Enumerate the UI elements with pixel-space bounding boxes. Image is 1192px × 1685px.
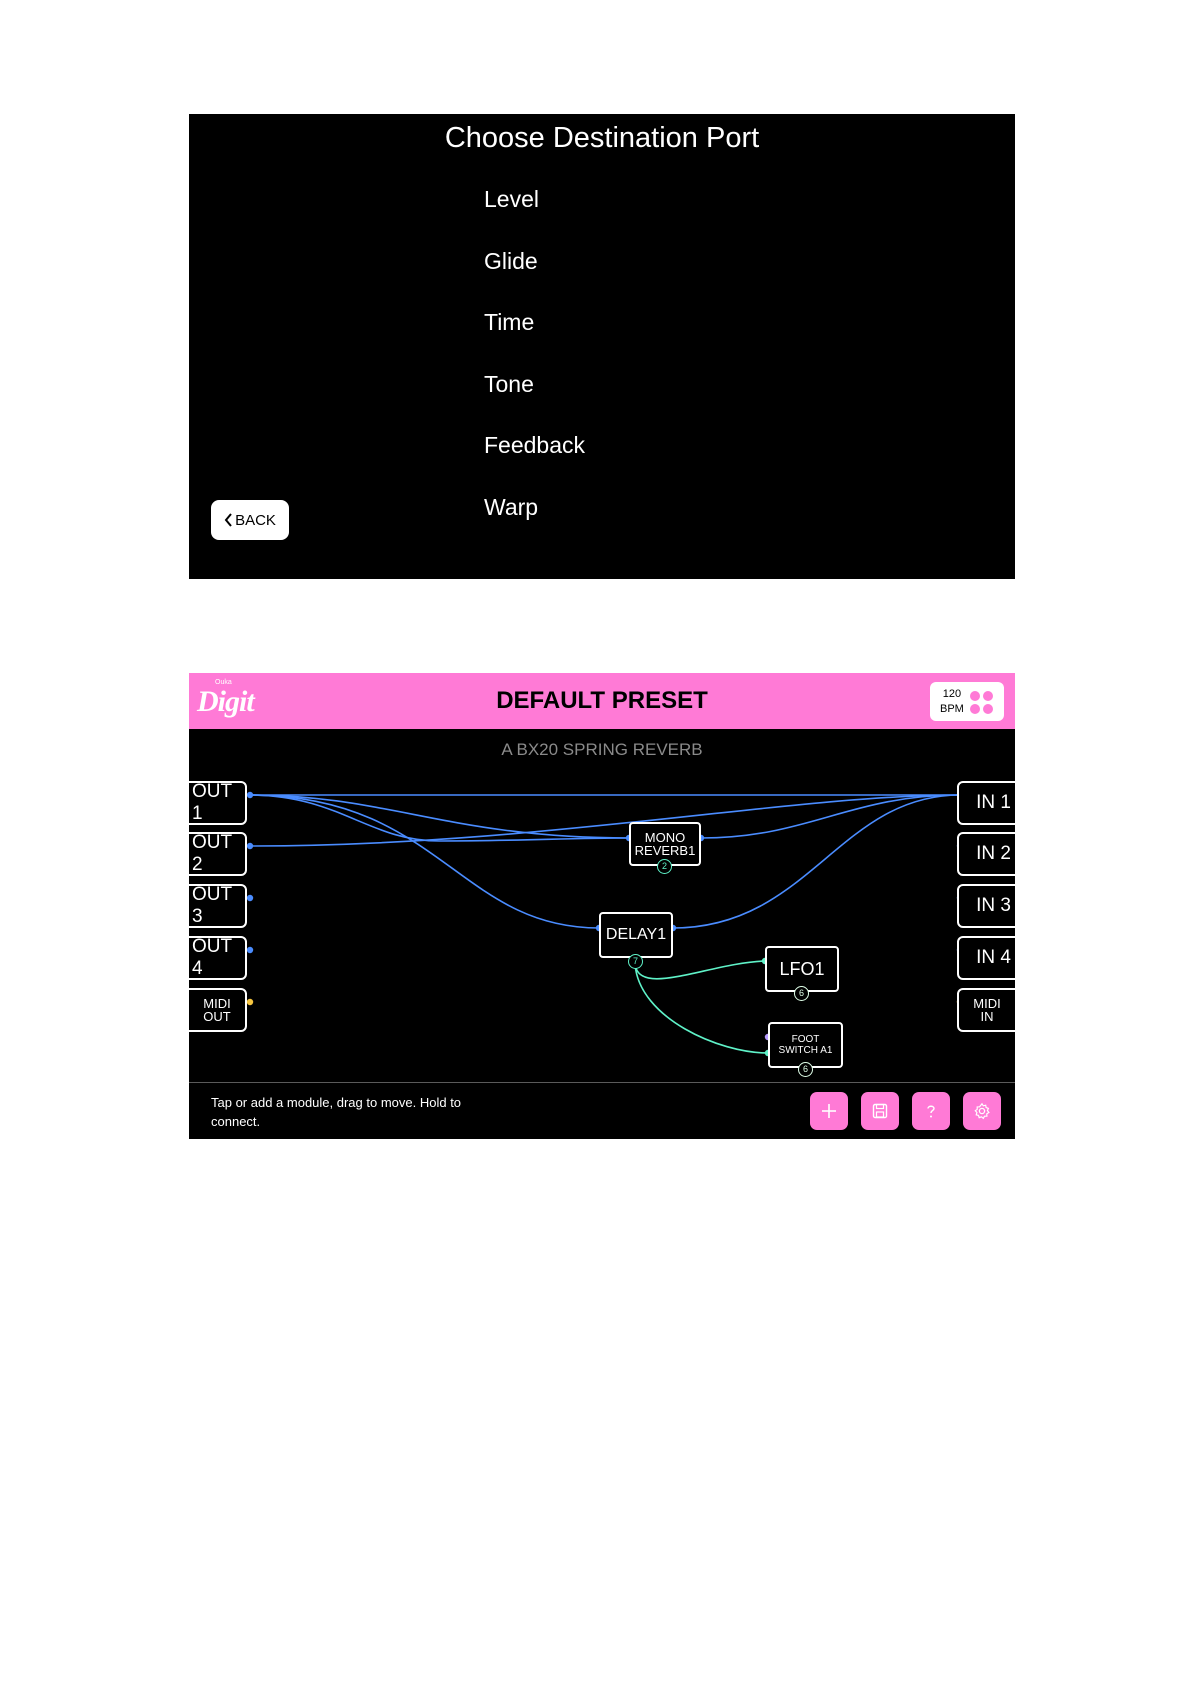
back-button[interactable] [211, 500, 289, 540]
save-button[interactable] [861, 1092, 899, 1130]
module-lfo[interactable]: LFO1 [765, 946, 839, 992]
port-option-warp[interactable]: Warp [484, 493, 539, 520]
footer-divider [189, 1082, 1015, 1083]
cable-out1-out2 [250, 795, 629, 841]
out-4-port[interactable]: OUT 4 [189, 936, 247, 980]
port-list [484, 184, 585, 553]
midi-in-port[interactable]: MIDI IN [957, 988, 1015, 1032]
cable-delay-in1 [673, 795, 960, 928]
bpm-value: 120 [942, 688, 962, 700]
midi-out-port[interactable]: MIDI OUT [189, 988, 247, 1032]
in-1-port[interactable]: IN 1 [957, 781, 1015, 825]
bpm-unit: BPM [940, 703, 964, 715]
in-2-port[interactable]: IN 2 [957, 832, 1015, 876]
out-1-port[interactable]: OUT 1 [189, 781, 247, 825]
module-mono-reverb[interactable]: MONO REVERB1 [629, 822, 701, 866]
in-3-port[interactable]: IN 3 [957, 884, 1015, 928]
module-delay[interactable]: DELAY1 [599, 912, 673, 958]
preset-subtitle: A BX20 SPRING REVERB [501, 740, 703, 759]
add-module-button[interactable] [810, 1092, 848, 1130]
dialog-title: Choose Destination Port [444, 122, 760, 154]
cable-delay-footswitch [635, 964, 768, 1053]
module-badge: 2 [657, 859, 672, 874]
port-option-level[interactable]: Level [484, 186, 539, 212]
module-badge: 6 [798, 1062, 813, 1077]
footer-hint: Tap or add a module, drag to move. Hold to connect. [211, 1095, 462, 1129]
out-3-port[interactable]: OUT 3 [189, 884, 247, 928]
port-option-glide[interactable]: Glide [484, 247, 538, 274]
cable-delay-lfo [635, 961, 765, 979]
save-icon [871, 1102, 889, 1120]
cable-out1-delay [250, 795, 599, 928]
help-icon [922, 1102, 940, 1120]
out-2-port[interactable]: OUT 2 [189, 832, 247, 876]
patch-editor [189, 673, 1015, 1139]
help-button[interactable] [912, 1092, 950, 1130]
port-option-feedback[interactable]: Feedback [484, 432, 586, 458]
back-label: BACK [235, 511, 276, 529]
module-badge: 7 [628, 954, 643, 969]
in-4-port[interactable]: IN 4 [957, 936, 1015, 980]
plus-icon [820, 1102, 838, 1120]
settings-button[interactable] [963, 1092, 1001, 1130]
module-foot-switch[interactable]: FOOT SWITCH A1 [768, 1022, 843, 1068]
preset-title[interactable]: DEFAULT PRESET [496, 687, 708, 714]
module-badge: 6 [794, 986, 809, 1001]
chevron-left-icon [224, 513, 233, 527]
patch-cables [189, 673, 1015, 1139]
destination-port-dialog [189, 114, 1015, 579]
port-option-time[interactable]: Time [484, 309, 535, 335]
port-option-tone[interactable]: Tone [484, 370, 534, 397]
settings-icon [973, 1102, 991, 1120]
app-logo: Ouka Digit [197, 679, 254, 718]
